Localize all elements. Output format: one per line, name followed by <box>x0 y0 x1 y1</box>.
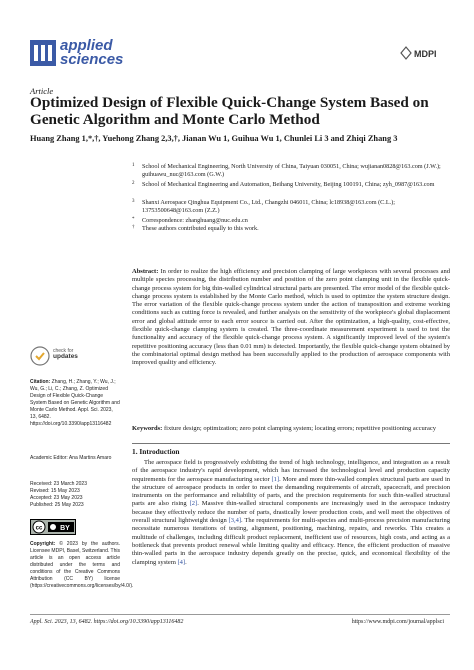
affiliation-number: 2 <box>132 181 135 186</box>
abstract-label: Abstract: <box>132 268 159 275</box>
affiliation-number: 1 <box>132 163 135 168</box>
keywords <box>132 425 450 433</box>
author-list: Huang Zhang 1,*,†, Yuehong Zhang 2,3,†, Jianan Wu 1, Guihua Wu 1, Chunlei Li 3 and Zhiqi Zhang 3 <box>30 134 398 143</box>
article-title: Optimized Design of Flexible Quick-Change System Based on Genetic Algorithm and Monte Carlo Method <box>30 94 429 128</box>
section-divider <box>132 443 450 444</box>
check-updates-icon <box>30 346 50 366</box>
affiliation-number: * <box>132 217 135 222</box>
journal-name-line2: sciences <box>60 51 124 68</box>
cc-text: cc <box>35 525 43 532</box>
copyright-block <box>30 541 134 590</box>
citation-label: Citation: <box>30 379 51 385</box>
keywords-label: Keywords: <box>132 425 163 432</box>
affiliation-text: School of Mechanical Engineering, North University of China, Taiyuan 030051, China; wujianan0828@163.com (J.W.); guihuawu_nuc@163.com (G.W.) <box>142 163 441 178</box>
editor-name: Ana Martins Amaro <box>68 455 112 461</box>
citation-link[interactable]: [3,4] <box>228 517 241 525</box>
affiliation-text: These authors contributed equally to this work. <box>142 225 259 232</box>
journal-name-line1: applied <box>60 37 113 54</box>
citation-block <box>30 379 120 428</box>
article-type: Article <box>30 86 54 96</box>
publication-dates <box>30 481 120 509</box>
keywords-text: fixture design; optimization; zero point clamping system; locating errors; repetitive positioning accuracy <box>163 425 436 432</box>
introduction-paragraph <box>132 459 450 567</box>
intro-text: . The requirements for multi-species and multi-process precision manufacturing necessitate numerous iterations of testing, alignment, positioning, machining, repairs, and reworks. This creates a multitude of challenges, including difficult product replacement, inefficient use of resources, high costs, and acting as a bottleneck that prevents product renewal while limiting quality and efficacy. Hence, the efficient production of massive thin-walled parts in the aerospace industry depends greatly on the precise, quick, and economical flexibility of the clamping system <box>132 517 450 566</box>
footer-citation[interactable]: Appl. Sci. 2023, 13, 6482. https://doi.org/10.3390/app13116482 <box>30 619 184 625</box>
citation-link[interactable]: [2] <box>189 500 198 508</box>
check-for-updates-button[interactable] <box>30 345 100 367</box>
mdpi-logo-icon <box>399 44 441 62</box>
affiliation-3 <box>132 199 450 214</box>
equal-contribution-note <box>132 225 450 233</box>
intro-text: . Massive thin-walled structural components are increasingly used in the aerospace industry because they effectively reduce the number of parts, drastically lower production costs, and well meet the objectives of overall structural lightweight design <box>132 500 450 525</box>
intro-text: . More and more thin-walled complex structural parts are used in the structure of aerospace products in order to meet the demanding requirements of aircraft, spacecraft, and precision instruments on the performance and reliability of parts, and the precision requirements for such thin-walled structural parts are also rising <box>132 475 450 508</box>
affiliation-text: Correspondence: zhanghuang@nuc.edu.cn <box>142 217 248 224</box>
footer-journal-link[interactable]: https://www.mdpi.com/journal/applsci <box>351 619 444 625</box>
cc-by-license-icon[interactable] <box>30 519 76 535</box>
revised-date: Revised: 15 May 2023 <box>30 488 80 494</box>
abstract <box>132 268 450 368</box>
affiliation-2 <box>132 181 450 196</box>
affiliation-text: School of Mechanical Engineering and Automation, Beihang University, Beijing 100191, China; zyh_0987@163.com <box>142 181 435 188</box>
citation-link[interactable]: [4] <box>177 558 186 566</box>
citation-text: Zhang, H.; Zhang, Y.; Wu, J.; Wu, G.; Li, C.; Zhang, Z. Optimized Design of Flexible Quick-Change System Based on Genetic Algorithm and Monte Carlo Method. Appl. Sci. 2023, 13, 6482. https://doi.org/10.3390/app13116482 <box>30 379 120 427</box>
check-updates-line1: check for <box>53 348 74 354</box>
journal-name <box>60 39 123 67</box>
intro-text: The aerospace field is progressively exhibiting the trend of high technology, intelligence, and integration as a result of the aerospace industry's rapid development, which has increased the technological level and production capacity requirements for the aerospace manufacturing sector <box>132 459 450 483</box>
copyright-text: © 2023 by the authors. Licensee MDPI, Basel, Switzerland. This article is an open access article distributed under the terms and conditions of the Creative Commons Attribution (CC BY) license (https://creativecommons.org/licenses/by/4.0/). <box>30 541 134 589</box>
publisher-name: MDPI <box>414 49 437 59</box>
affiliation-1 <box>132 163 450 178</box>
by-text: BY <box>60 525 70 532</box>
affiliation-number: † <box>132 225 135 230</box>
intro-text: . <box>185 558 187 566</box>
correspondence <box>132 217 450 225</box>
citation-link[interactable]: [1] <box>271 475 280 483</box>
check-updates-line2: updates <box>53 353 78 360</box>
affiliation-number: 3 <box>132 199 135 204</box>
footer-divider <box>30 614 450 615</box>
accepted-date: Accepted: 23 May 2023 <box>30 495 83 501</box>
journal-logo-icon <box>30 40 56 66</box>
received-date: Received: 23 March 2023 <box>30 481 87 487</box>
copyright-label: Copyright: <box>30 541 56 547</box>
academic-editor <box>30 455 120 462</box>
published-date: Published: 25 May 2023 <box>30 502 84 508</box>
section-heading: 1. Introduction <box>132 447 180 456</box>
affiliation-text: Shanxi Aerospace Qinghua Equipment Co., Ltd., Changzhi 046011, China; lc18938@163.com (C.L.); 13753500648@163.com (Z.Z.) <box>142 199 395 214</box>
abstract-text: In order to realize the high efficiency and precision clamping of large workpieces with several processes and multiple species processing, the distribution number and position of the zero point clamping unit in the flexible quick-change process system for big thin-walled cylindrical structural parts are presented. The error model of the flexible quick-change process system is established by the Monte Carlo method, which is used to optimize the system structure design. The error variation of the flexible quick-change process system under the action of transposition and extreme working conditions such as cutting force is revealed, and further analysis on the sensitivity of the workpiece's global displacement error and global attitude error to each error source is carried out. After the optimization, a high-quality, cost-effective, flexible quick-change clamping system is created. The three-coordinate measurement experiment is used to test the functionality and accuracy of the flexible quick-change process system. A significantly improved level of the system's repetitive positioning accuracy (less than 0.01 mm) is detected. Importantly, the flexible quick-change system obtained by the combinatorial optimal design method has been successfully applied to the production of aerospace components with improved quality and efficiency. <box>132 268 451 367</box>
editor-label: Academic Editor: <box>30 455 68 461</box>
